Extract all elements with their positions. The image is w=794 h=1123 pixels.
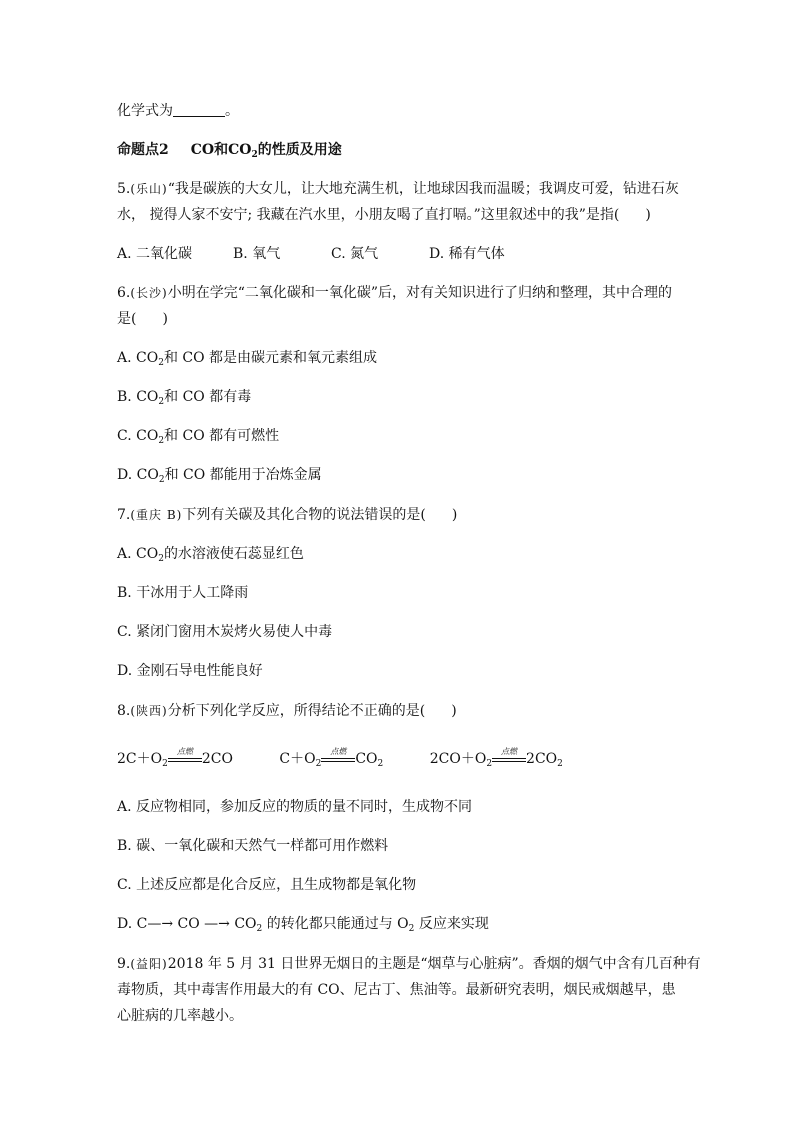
question-source: (乐山) xyxy=(130,182,168,196)
option-c: C. 紧闭门窗用木炭烤火易使人中毒 xyxy=(117,624,333,640)
question-5-line1: 5.(乐山)“我是碳族的大女儿，让大地充满生机，让地球因我而温暖；我调皮可爱，钻进石灰 xyxy=(117,181,679,197)
section-heading xyxy=(117,140,342,160)
question-source: (重庆 B) xyxy=(130,508,183,522)
option-a: A. 反应物相同，参加反应的物质的量不同时，生成物不同 xyxy=(117,799,473,815)
question-9-line3: 心脏病的几率越小。 xyxy=(117,1008,243,1024)
option-c: C. 氮气 xyxy=(331,246,379,262)
question-5-options xyxy=(117,244,505,264)
reaction-arrow: 点燃 xyxy=(321,749,355,769)
reaction-arrow: 点燃 xyxy=(168,749,202,769)
equations-row xyxy=(117,749,605,769)
option-a: A. $CO_2$和 CO 都是由碳元素和氧元素组成 xyxy=(117,350,378,368)
question-6-line2: 是( ) xyxy=(117,311,168,327)
option-d: D. 稀有气体 xyxy=(429,246,505,262)
equation-2: $C+O_2$ 点燃 $CO_2$ xyxy=(279,747,384,769)
option-c: C. 上述反应都是化合反应，且生成物都是氧化物 xyxy=(117,877,417,893)
heading-title: CO和$CO_2$的性质及用途 xyxy=(190,142,342,160)
question-9-line2: 毒物质，其中毒害作用最大的有 CO、尼古丁、焦油等。最新研究表明，烟民戒烟越早，患 xyxy=(117,982,676,998)
heading-label: 命题点2 xyxy=(117,142,169,158)
question-6-line1: 6.(长沙)小明在学完“二氧化碳和一氧化碳”后，对有关知识进行了归纳和整理，其中合理的 xyxy=(117,285,673,301)
answer-blank xyxy=(173,102,225,117)
question-9-line1: 9.(益阳)2018 年 5 月 31 日世界无烟日的主题是“烟草与心脏病”。香烟的烟气中含有几百种有 xyxy=(117,956,701,972)
option-b: B. 碳、一氧化碳和天然气一样都可用作燃料 xyxy=(117,838,389,854)
q4-tail: 化学式为 。 xyxy=(117,103,239,119)
option-a: A. $CO_2$的水溶液使石蕊显红色 xyxy=(117,546,304,564)
option-b: B. $CO_2$和 CO 都有毒 xyxy=(117,389,252,407)
option-d: D. 金刚石导电性能良好 xyxy=(117,663,263,679)
question-source: (长沙) xyxy=(130,286,168,300)
equation-3: $2CO+O_2$ 点燃 $2CO_2$ xyxy=(429,747,563,769)
option-b: B. 氧气 xyxy=(233,246,281,262)
equation-1: $2C+O_2$ 点燃 2CO xyxy=(117,747,233,769)
option-c: C. $CO_2$和 CO 都有可燃性 xyxy=(117,428,280,446)
option-d: D. C—→ CO —→ $CO_2$ 的转化都只能通过与 $O_2$ 反应来实现 xyxy=(117,916,489,934)
question-8-line1: 8.(陕西)分析下列化学反应，所得结论不正确的是( ) xyxy=(117,703,457,719)
question-7-line1: 7.(重庆 B)下列有关碳及其化合物的说法错误的是( ) xyxy=(117,507,458,523)
question-source: (益阳) xyxy=(130,957,168,971)
option-b: B. 干冰用于人工降雨 xyxy=(117,585,249,601)
question-5-line2: 水， 搅得人家不安宁; 我藏在汽水里，小朋友喝了直打嗝。”这里叙述中的我”是指( ) xyxy=(117,207,651,223)
reaction-arrow: 点燃 xyxy=(492,749,526,769)
option-d: D. $CO_2$和 CO 都能用于冶炼金属 xyxy=(117,467,322,485)
option-a: A. 二氧化碳 xyxy=(117,246,193,262)
question-source: (陕西) xyxy=(130,704,168,718)
